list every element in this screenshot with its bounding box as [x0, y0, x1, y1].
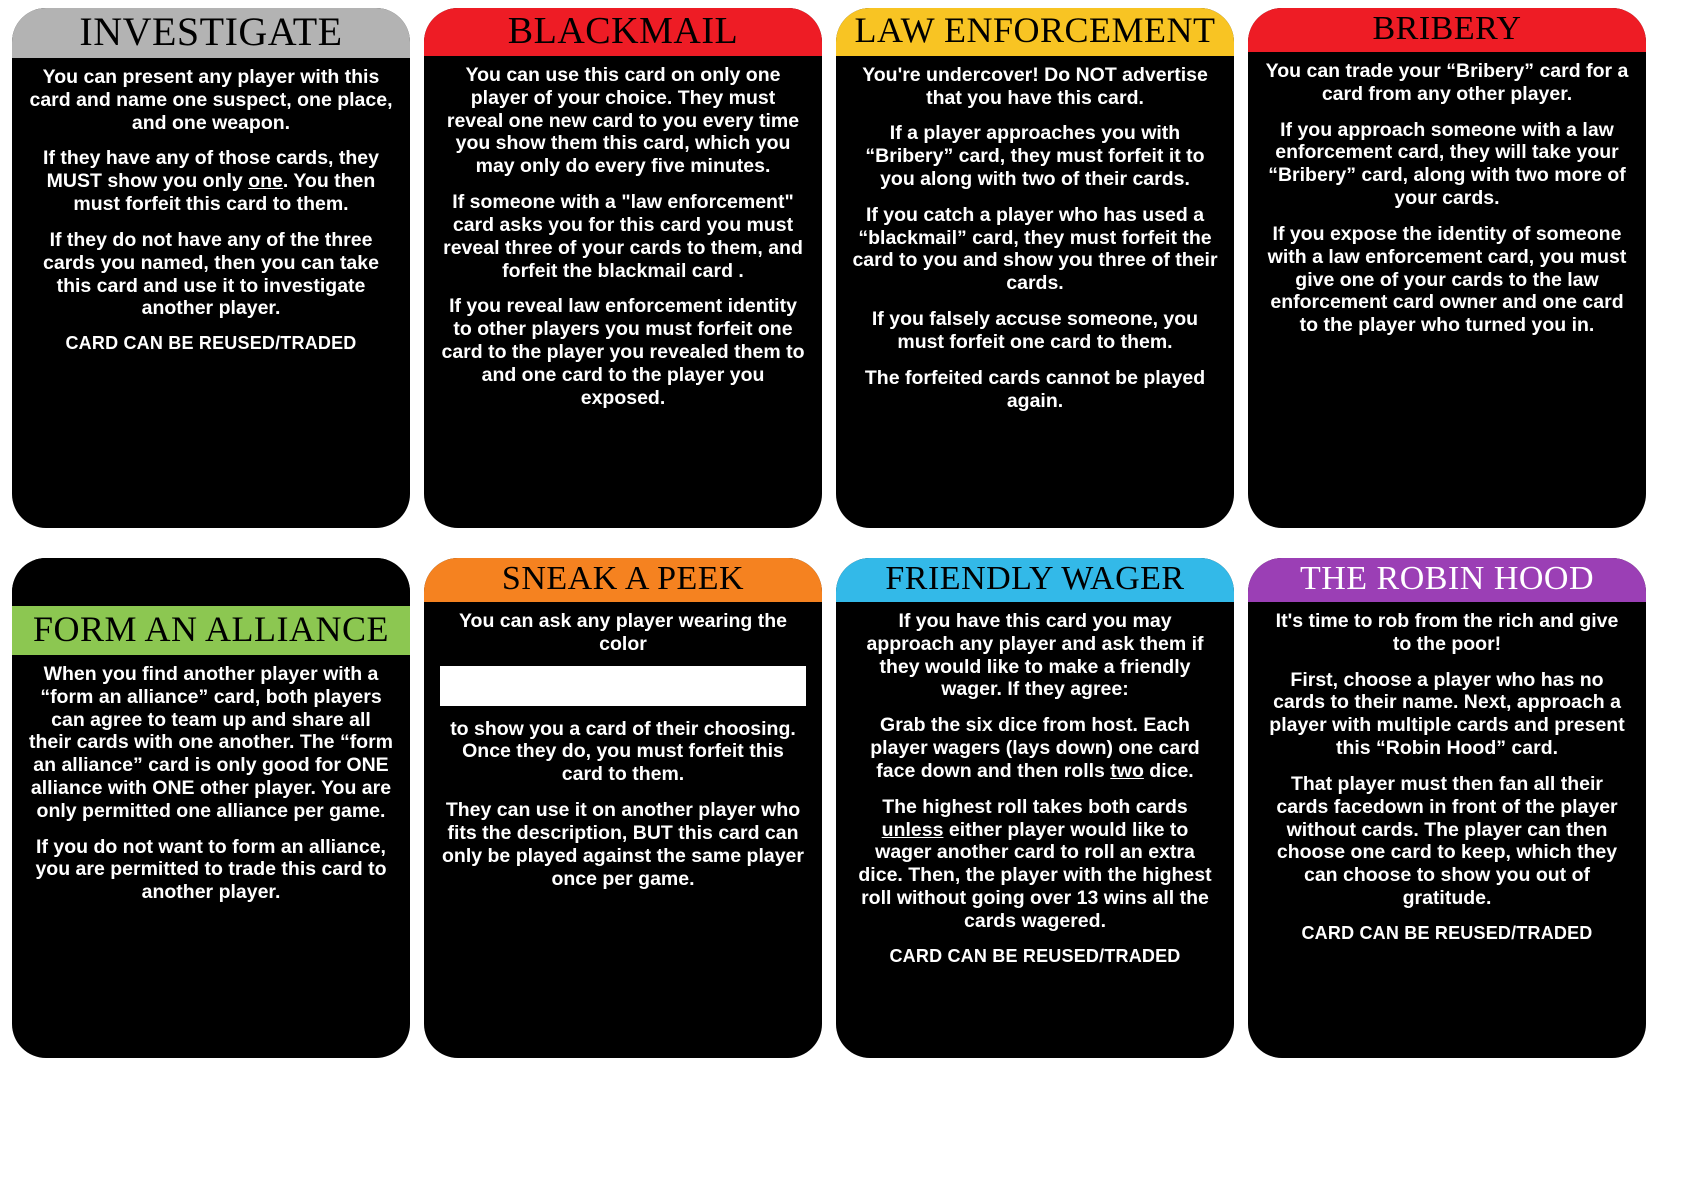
- card-body-investigate: [12, 58, 410, 528]
- card-title-blackmail: BLACKMAIL: [424, 8, 822, 56]
- card-friendly-wager[interactable]: [836, 558, 1234, 1058]
- card-paragraph: It's time to rob from the rich and give to the poor!: [1275, 610, 1619, 655]
- card-title-law-enforcement: LAW ENFORCEMENT: [836, 8, 1234, 56]
- card-title-bribery: BRIBERY: [1248, 8, 1646, 52]
- card-paragraph: Grab the six dice from host. Each player wagers (lays down) one card face down and then rolls two dice.: [870, 714, 1200, 782]
- card-title-the-robin-hood: THE ROBIN HOOD: [1248, 558, 1646, 602]
- card-paragraph: If you falsely accuse someone, you must forfeit one card to them.: [871, 308, 1199, 353]
- card-bribery[interactable]: [1248, 8, 1646, 528]
- card-paragraph: If you reveal law enforcement identity to other players you must forfeit one card to the player you revealed them to and one card to the player you exposed.: [441, 295, 805, 409]
- card-row-top: [0, 8, 1682, 548]
- card-paragraph: You're undercover! Do NOT advertise that you have this card.: [862, 63, 1208, 109]
- card-paragraph: If you approach someone with a law enforcement card, they will take your “Bribery” card, along with two more of your cards.: [1268, 118, 1626, 210]
- card-paragraph: If a player approaches you with “Bribery” card, they must forfeit it to you along with two of their cards.: [865, 122, 1205, 191]
- card-paragraph: If you catch a player who has used a “blackmail” card, they must forfeit the card to you and show you three of their cards.: [852, 203, 1218, 295]
- card-paragraph: First, choose a player who has no cards to their name. Next, approach a player with multiple cards and present this “Robin Hood” card.: [1269, 668, 1625, 760]
- card-paragraph: That player must then fan all their cards facedown in front of the player without cards. The player can then choose one card to keep, which they can choose to show you out of gratitude.: [1276, 772, 1618, 909]
- card-paragraph: You can trade your “Bribery” card for a card from any other player.: [1265, 60, 1629, 105]
- card-paragraph: You can use this card on only one player of your choice. They must reveal one new card to you every time you show them this card, which you may only do every five minutes.: [446, 64, 800, 178]
- card-blackmail[interactable]: [424, 8, 822, 528]
- card-paragraph: If they do not have any of the three cards you named, then you can take this card and use it to investigate another player.: [43, 228, 379, 320]
- card-title-sneak-a-peek: SNEAK A PEEK: [424, 558, 822, 602]
- card-law-enforcement[interactable]: [836, 8, 1234, 528]
- card-footer-note: CARD CAN BE REUSED/TRADED: [1301, 922, 1593, 943]
- card-paragraph: When you find another player with a “form an alliance” card, both players can agree to team up and share all their cards with one another. The “form an alliance” card is only good for ONE alliance with ONE other player. You are only permitted one alliance per game.: [28, 662, 394, 822]
- card-paragraph: If someone with a "law enforcement" card asks you for this card you must reveal three of your cards to them, and forfeit the blackmail card .: [443, 191, 803, 282]
- card-paragraph: If you have this card you may approach any player and ask them if they would like to make a friendly wager. If they agree:: [866, 610, 1204, 701]
- card-title-investigate: INVESTIGATE: [12, 8, 410, 58]
- card-body-form-an-alliance: [12, 655, 410, 1058]
- card-paragraph: You can present any player with this card and name one suspect, one place, and one weapon.: [29, 66, 393, 134]
- card-footer-note: CARD CAN BE REUSED/TRADED: [65, 333, 357, 354]
- card-investigate[interactable]: [12, 8, 410, 528]
- card-footer-note: CARD CAN BE REUSED/TRADED: [889, 945, 1181, 966]
- card-paragraph: If you do not want to form an alliance, you are permitted to trade this card to another player.: [35, 835, 387, 904]
- card-paragraph: The forfeited cards cannot be played again.: [864, 366, 1206, 412]
- card-sneak-a-peek[interactable]: [424, 558, 822, 1058]
- card-body-law-enforcement: [836, 56, 1234, 528]
- card-title-form-an-alliance: FORM AN ALLIANCE: [12, 606, 410, 655]
- card-paragraph: If they have any of those cards, they MUST show you only one. You then must forfeit this card to them.: [43, 147, 379, 216]
- card-paragraph: The highest roll takes both cards unless either player would like to wager another card to roll an extra dice. Then, the player with the highest roll without going over 13 wins all the cards wagered.: [858, 795, 1212, 932]
- card-body-blackmail: [424, 56, 822, 528]
- card-form-an-alliance[interactable]: [12, 558, 410, 1058]
- card-body-bribery: [1248, 52, 1646, 528]
- card-paragraph: If you expose the identity of someone with a law enforcement card, you must give one of your cards to the law enforcement card owner and one card to the player who turned you in.: [1267, 222, 1627, 337]
- card-paragraph: You can ask any player wearing the color: [458, 610, 787, 655]
- card-top-spacer: [12, 558, 410, 606]
- card-body-the-robin-hood: [1248, 602, 1646, 1058]
- card-body-friendly-wager: [836, 602, 1234, 1058]
- card-title-friendly-wager: FRIENDLY WAGER: [836, 558, 1234, 602]
- card-body-sneak-a-peek: [424, 602, 822, 1058]
- card-row-bottom: [0, 558, 1682, 1063]
- color-write-in-field[interactable]: [440, 666, 806, 706]
- card-the-robin-hood[interactable]: [1248, 558, 1646, 1058]
- card-paragraph: to show you a card of their choosing. Once they do, you must forfeit this card to them.: [450, 717, 796, 786]
- card-paragraph: They can use it on another player who fits the description, BUT this card can only be played against the same player once per game.: [442, 799, 804, 890]
